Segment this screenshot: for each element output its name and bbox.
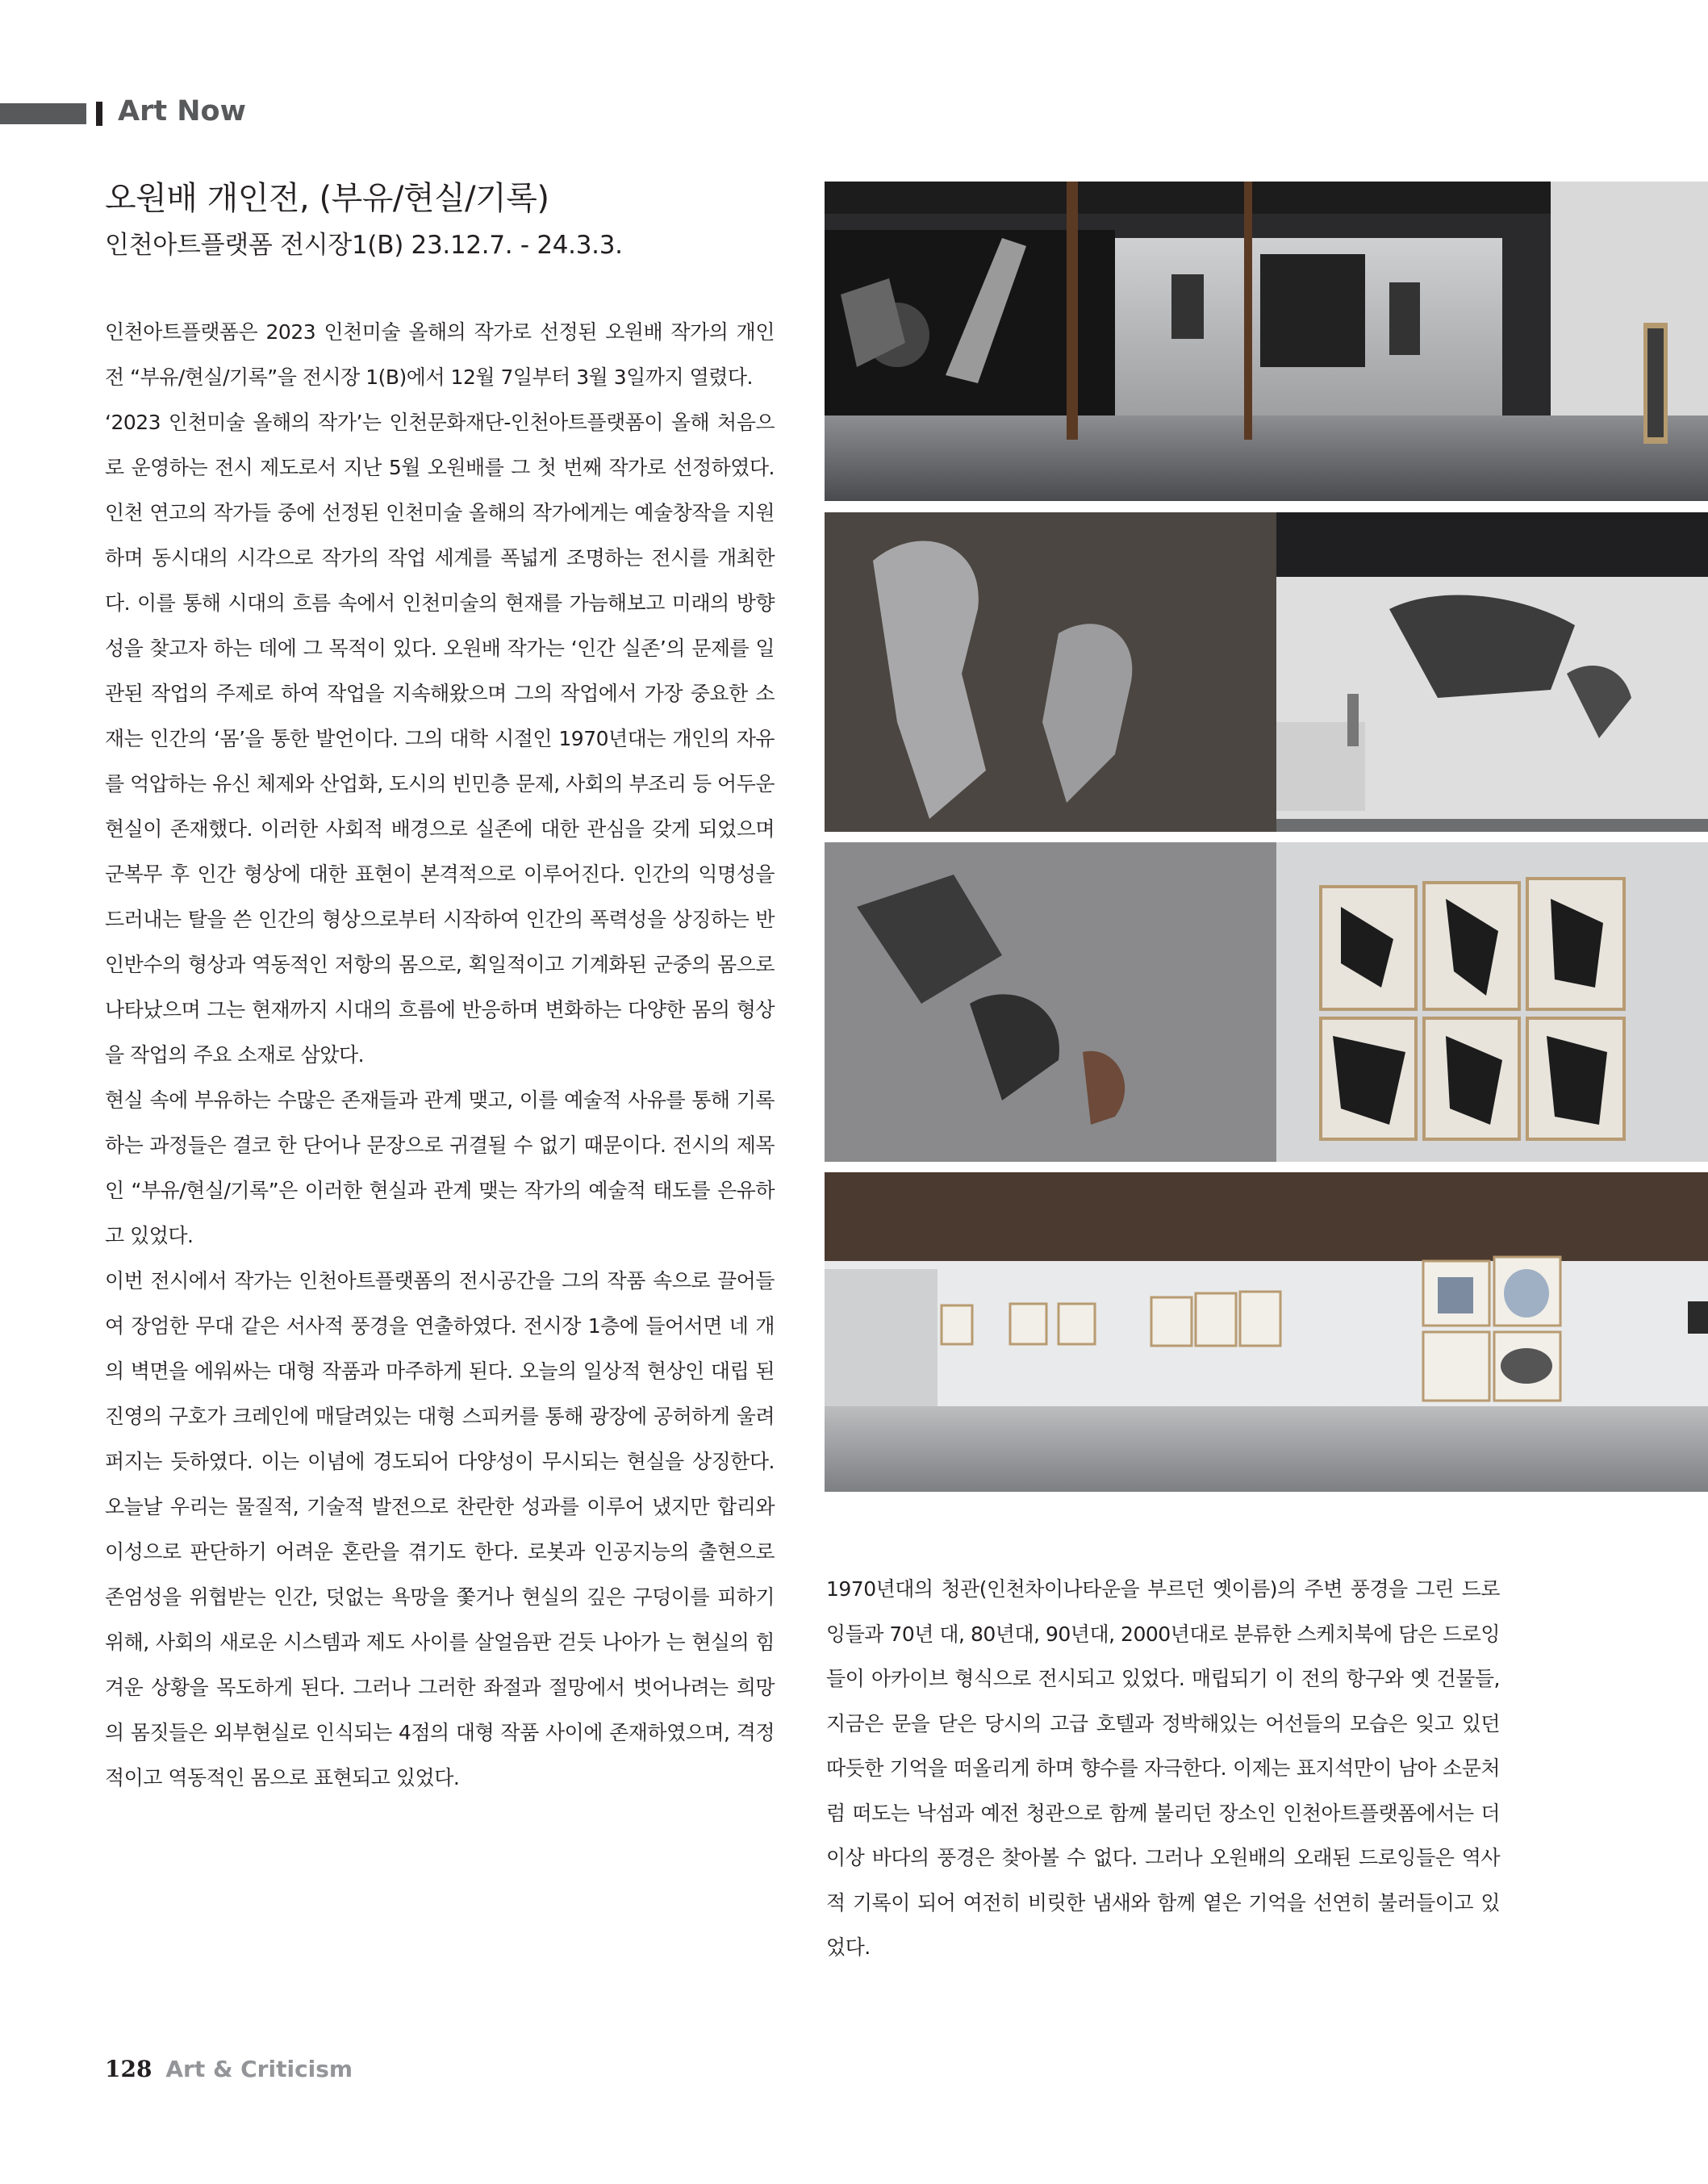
article-title: 오원배 개인전, (부유/현실/기록) bbox=[105, 180, 549, 217]
exhibition-photo-1 bbox=[825, 182, 1708, 501]
robot-mural-image bbox=[825, 512, 1708, 832]
paragraph: 인천아트플랫폼은 2023 인천미술 올해의 작가로 선정된 오원배 작가의 개인전 “부유/현실/기록”을 전시장 1(B)에서 12월 7일부터 3월 3일까지 열렸다. bbox=[105, 320, 775, 389]
archive-drawings-image bbox=[825, 1172, 1708, 1492]
exhibition-photo-4 bbox=[825, 1172, 1708, 1492]
right-column bbox=[826, 1567, 1500, 1970]
exhibition-photo-2 bbox=[825, 512, 1708, 832]
page-number: 128 bbox=[105, 2056, 152, 2082]
section-label: Art Now bbox=[118, 95, 246, 127]
left-column bbox=[105, 310, 775, 1801]
section-color-bar bbox=[0, 103, 86, 124]
paragraph: ‘2023 인천미술 올해의 작가’는 인천문화재단-인천아트플랫폼이 올해 처음으로 운영하는 전시 제도로서 지난 5월 오원배를 그 첫 번째 작가로 선정하였다. 인천 연고의 작가들 중에 선정된 인천미술 올해의 작가에게는 예술창작을 지원하며 동시대의 시각으로 작가의 작업 세계를 폭넓게 조명하는 전시를 개최한다. 이를 통해 시대의 흐름 속에서 인천미술의 현재를 가늠해보고 미래의 방향성을 찾고자 하는 데에 그 목적이 있다. 오원배 작가는 ‘인간 실존’의 문제를 일관된 작업의 주제로 하여 작업을 지속해왔으며 그의 작업에서 가장 중요한 소재는 인간의 ‘몸’을 통한 발언이다. 그의 대학 시절인 1970년대는 개인의 자유를 억압하는 유신 체제와 산업화, 도시의 빈민층 문제, 사회의 부조리 등 어두운 현실이 존재했다. 이러한 사회적 배경으로 실존에 대한 관심을 갖게 되었으며 군복무 후 인간 형상에 대한 표현이 본격적으로 이루어진다. 인간의 익명성을 드러내는 탈을 쓴 인간의 형상으로부터 시작하여 인간의 폭력성을 상징하는 반인반수의 형상과 역동적인 저항의 몸으로, 획일적이고 기계화된 군중의 몸으로 나타났으며 그는 현재까지 시대의 흐름에 반응하며 변화하는 다양한 몸의 형상을 작업의 주요 소재로 삼았다. bbox=[105, 411, 775, 1067]
page-footer bbox=[105, 2056, 353, 2082]
paragraph: 1970년대의 청관(인천차이나타운을 부르던 옛이름)의 주변 풍경을 그린 드로잉들과 70년 대, 80년대, 90년대, 2000년대로 분류한 스케치북에 담은 드로잉들이 아카이브 형식으로 전시되고 있었다. 매립되기 이 전의 항구와 옛 건물들, 지금은 문을 닫은 당시의 고급 호텔과 정박해있는 어선들의 모습은 잊고 있던 따듯한 기억을 떠올리게 하며 향수를 자극한다. 이제는 표지석만이 남아 소문처럼 떠도는 낙섬과 예전 청관으로 함께 불리던 장소인 인천아트플랫폼에서는 더 이상 바다의 풍경은 찾아볼 수 없다. 그러나 오원배의 오래된 드로잉들은 역사적 기록이 되어 여전히 비릿한 냄새와 함께 옅은 기억을 선연히 불러들이고 있었다. bbox=[826, 1577, 1500, 1959]
gallery-hall-image bbox=[825, 182, 1708, 501]
paragraph: 현실 속에 부유하는 수많은 존재들과 관계 맺고, 이를 예술적 사유를 통해 기록하는 과정들은 결코 한 단어나 문장으로 귀결될 수 없기 때문이다. 전시의 제목인 “부유/현실/기록”은 이러한 현실과 관계 맺는 작가의 예술적 태도를 은유하고 있었다. bbox=[105, 1088, 775, 1247]
magazine-name: Art & Criticism bbox=[165, 2056, 353, 2082]
article-subtitle: 인천아트플랫폼 전시장1(B) 23.12.7. - 24.3.3. bbox=[105, 231, 623, 260]
framed-drawings-image bbox=[825, 842, 1708, 1162]
paragraph: 이번 전시에서 작가는 인천아트플랫폼의 전시공간을 그의 작품 속으로 끌어들여 장엄한 무대 같은 서사적 풍경을 연출하였다. 전시장 1층에 들어서면 네 개의 벽면을 에워싸는 대형 작품과 마주하게 된다. 오늘의 일상적 현상인 대립 된 진영의 구호가 크레인에 매달려있는 대형 스피커를 통해 광장에 공허하게 울려 퍼지는 듯하였다. 이는 이념에 경도되어 다양성이 무시되는 현실을 상징한다. 오늘날 우리는 물질적, 기술적 발전으로 찬란한 성과를 이루어 냈지만 합리와 이성으로 판단하기 어려운 혼란을 겪기도 한다. 로봇과 인공지능의 출현으로 존엄성을 위협받는 인간, 덧없는 욕망을 쫓거나 현실의 깊은 구덩이를 피하기 위해, 사회의 새로운 시스템과 제도 사이를 살얼음판 걷듯 나아가 는 현실의 힘겨운 상황을 목도하게 된다. 그러나 그러한 좌절과 절망에서 벗어나려는 희망의 몸짓들은 외부현실로 인식되는 4점의 대형 작품 사이에 존재하였으며, 격정적이고 역동적인 몸으로 표현되고 있었다. bbox=[105, 1269, 775, 1789]
section-divider-mark bbox=[96, 102, 102, 126]
exhibition-photo-3 bbox=[825, 842, 1708, 1162]
